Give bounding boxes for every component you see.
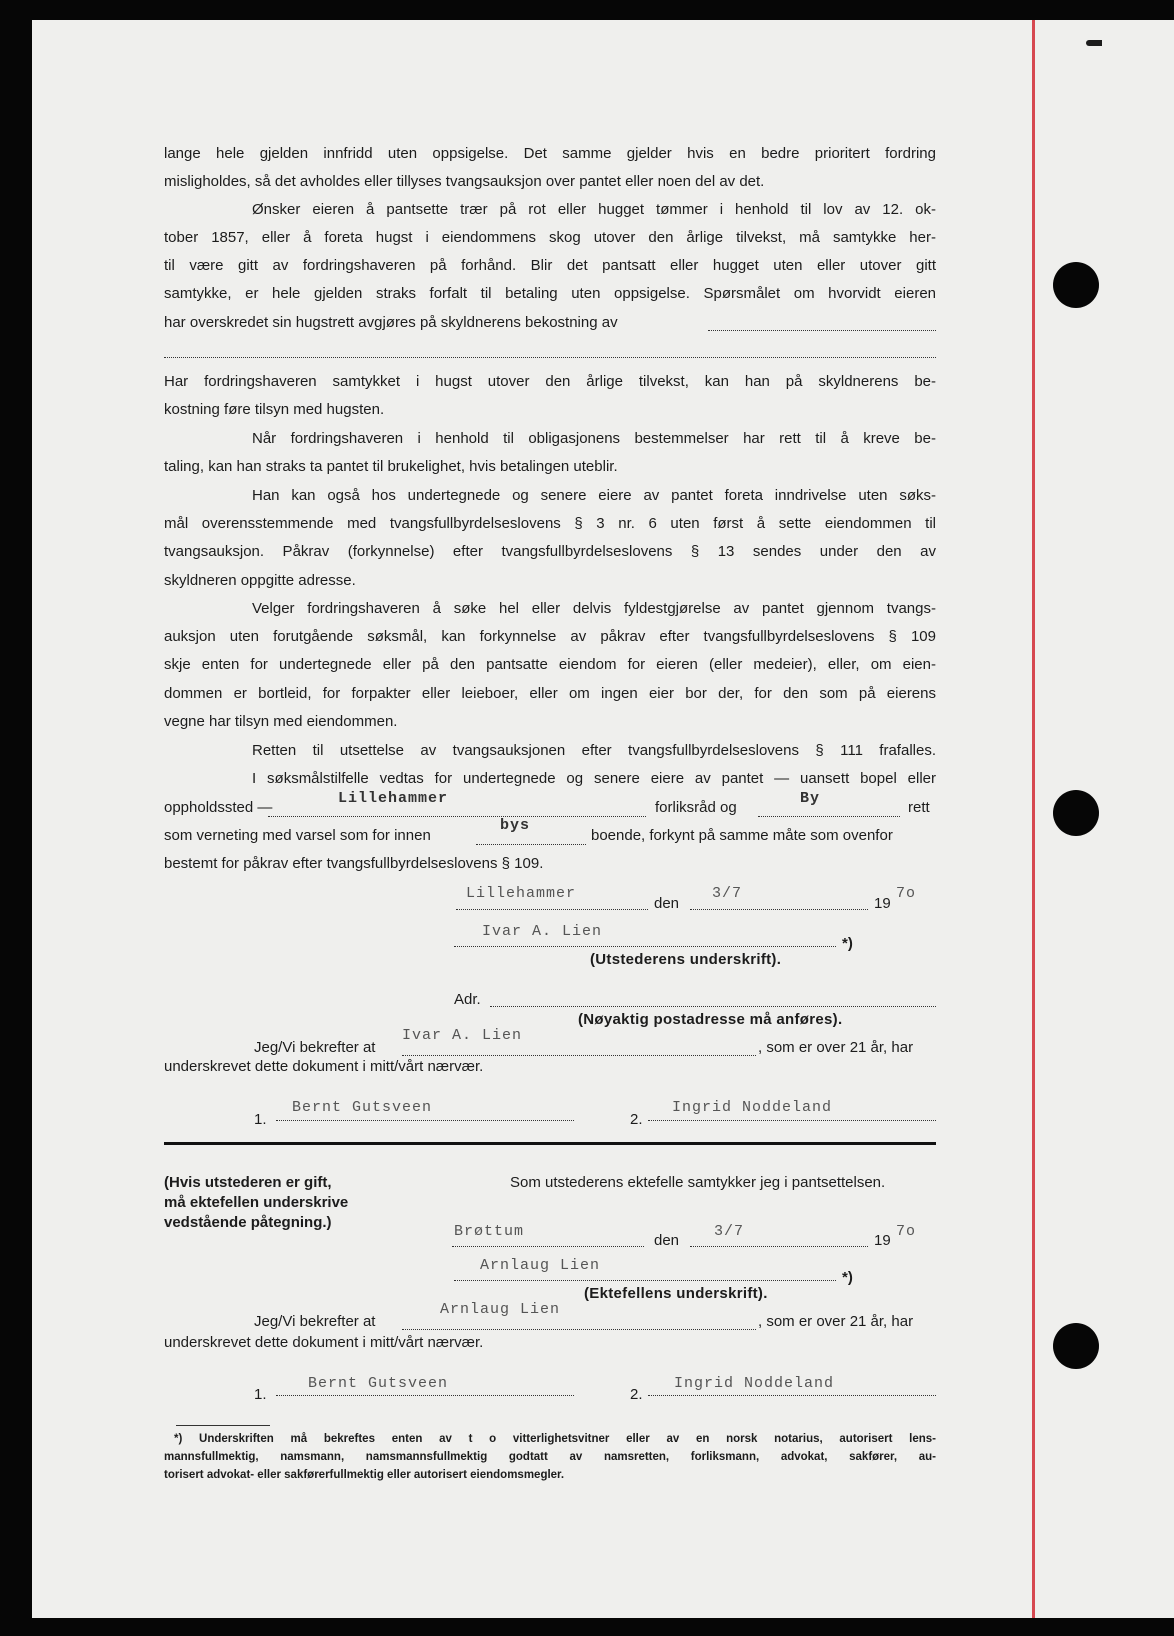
text-line: Han kan også hos undertegnede og senere eiere av pantet foreta inndrivelse uten søks- [252, 487, 936, 504]
text-line: mål overensstemmende med tvangsfullbyrdelseslovens § 3 nr. 6 uten først å sette eiendommen til [164, 515, 936, 532]
section-divider [164, 1142, 936, 1145]
witness-subject: Ivar A. Lien [402, 1027, 523, 1044]
filled-city: Lillehammer [466, 885, 577, 902]
year-prefix: 19 [874, 895, 891, 912]
confirm-text: , som er over 21 år, har [758, 1313, 914, 1330]
text-line: tvangsauksjon. Påkrav (forkynnelse) efter tvangsfullbyrdelseslovens § 13 sendes under den av [164, 543, 936, 560]
confirm-text: underskrevet dette dokument i mitt/vårt nærvær. [164, 1334, 484, 1351]
text-line: tober 1857, eller å foreta hugst i eiendommens skog utover den årlige tilvekst, må samtykke her- [164, 229, 936, 246]
blank-line [164, 357, 936, 358]
blank-line [454, 1280, 836, 1281]
spouse-signature: Arnlaug Lien [480, 1257, 601, 1274]
blank-line [708, 330, 936, 331]
text-line: Når fordringshaveren i henhold til obligasjonens bestemmelser har rett til å kreve be- [252, 430, 936, 447]
spouse-witness1-signature: Bernt Gutsveen [308, 1375, 449, 1392]
blank-line [648, 1395, 936, 1396]
spouse-witness-subject: Arnlaug Lien [440, 1301, 561, 1318]
text-line: Retten til utsettelse av tvangsauksjonen efter tvangsfullbyrdelseslovens § 111 frafalles. [252, 742, 936, 759]
blank-line [402, 1055, 756, 1056]
text-line: skje enten for undertegnede eller på den pantsatte eiendom for eieren (eller medeier), eller, om eien- [164, 656, 936, 673]
witness-number: 1. [254, 1111, 267, 1128]
text-line: har overskredet sin hugstrett avgjøres på skyldnerens bekostning av [164, 314, 618, 331]
text-line: Velger fordringshaveren å søke hel eller delvis fyldestgjørelse av pantet gjennom tvangs- [252, 600, 936, 617]
filled-notice: bys [500, 817, 531, 834]
spouse-caption: (Ektefellens underskrift). [584, 1285, 768, 1302]
spouse-consent: Som utstederens ektefelle samtykker jeg i pantsettelsen. [510, 1174, 886, 1191]
blank-line [452, 1246, 644, 1247]
den-label: den [654, 1232, 680, 1249]
blank-line [476, 844, 586, 845]
text-line: misligholdes, så det avholdes eller tillyses tvangsauksjon over pantet eller noen del av det. [164, 173, 765, 190]
text-line: samtykke, er hele gjelden straks forfalt til betaling uten oppsigelse. Spørsmålet om hvorvidt eieren [164, 285, 936, 302]
filled-date: 3/7 [712, 885, 743, 902]
text-fragment: forliksråd og [655, 799, 737, 816]
blank-line [402, 1329, 756, 1330]
den-label: den [654, 895, 680, 912]
margin-red-line [1032, 20, 1035, 1618]
spouse-note-line: (Hvis utstederen er gift, [164, 1174, 332, 1191]
text-fragment: boende, forkynt på samme måte som ovenfor [591, 827, 893, 844]
text-line: auksjon uten forutgående søksmål, kan forkynnelse av påkrav efter tvangsfullbyrdelseslovens § 109 [164, 628, 936, 645]
confirm-text: Jeg/Vi bekrefter at [254, 1039, 376, 1056]
address-label: Adr. [454, 991, 481, 1008]
filled-year: 7o [896, 885, 917, 902]
blank-line [690, 1246, 868, 1247]
filled-court: By [800, 790, 821, 807]
blank-line [490, 1006, 936, 1007]
text-line: Ønsker eieren å pantsette trær på rot eller hugget tømmer i henhold til lov av 12. ok- [252, 201, 936, 218]
blank-line [268, 816, 646, 817]
spouse-date: 3/7 [714, 1223, 745, 1240]
spouse-year: 7o [896, 1223, 917, 1240]
text-line: Har fordringshaveren samtykket i hugst utover den årlige tilvekst, kan han på skyldnerens be- [164, 373, 936, 390]
witness-number: 2. [630, 1386, 643, 1403]
blank-line [454, 946, 836, 947]
text-line: lange hele gjelden innfridd uten oppsigelse. Det samme gjelder hvis en bedre prioritert fordring [164, 145, 936, 162]
footnote-rule [176, 1425, 270, 1426]
blank-line [276, 1120, 574, 1121]
issuer-caption: (Utstederens underskrift). [590, 951, 782, 968]
witness2-signature: Ingrid Noddeland [672, 1099, 833, 1116]
blank-line [690, 909, 868, 910]
text-line: skyldneren oppgitte adresse. [164, 572, 356, 589]
spouse-note-line: må ektefellen underskrive [164, 1194, 349, 1211]
year-prefix: 19 [874, 1232, 891, 1249]
confirm-text: underskrevet dette dokument i mitt/vårt nærvær. [164, 1058, 484, 1075]
blank-line [648, 1120, 936, 1121]
punch-hole [1053, 262, 1099, 308]
text-line: taling, kan han straks ta pantet til brukelighet, hvis betalingen uteblir. [164, 458, 618, 475]
blank-line [276, 1395, 574, 1396]
blank-line [456, 909, 648, 910]
corner-mark [1086, 40, 1102, 46]
footnote-line: mannsfullmektig, namsmann, namsmannsfullmektig godtatt av namsretten, forliksmann, advokat, sakfører, au- [164, 1451, 936, 1463]
witness-number: 2. [630, 1111, 643, 1128]
witness1-signature: Bernt Gutsveen [292, 1099, 433, 1116]
footnote-line: *) Underskriften må bekreftes enten av t o vitterlighetsvitner eller av en norsk notarius, autorisert lens- [174, 1433, 936, 1445]
spouse-witness2-signature: Ingrid Noddeland [674, 1375, 835, 1392]
filled-place: Lillehammer [338, 790, 449, 807]
text-line: kostning føre tilsyn med hugsten. [164, 401, 385, 418]
witness-number: 1. [254, 1386, 267, 1403]
text-line: bestemt for påkrav efter tvangsfullbyrdelseslovens § 109. [164, 855, 544, 872]
footnote-line: torisert advokat- eller sakførerfullmektig eller autorisert eiendomsmegler. [164, 1469, 565, 1481]
text-fragment: oppholdssted — [164, 799, 273, 816]
text-fragment: som verneting med varsel som for innen [164, 827, 431, 844]
punch-hole [1053, 1323, 1099, 1369]
confirm-text: Jeg/Vi bekrefter at [254, 1313, 376, 1330]
issuer-signature: Ivar A. Lien [482, 923, 603, 940]
text-line: til være gitt av fordringshaveren på forhånd. Blir det pantsatt eller hugget uten eller utover gitt [164, 257, 936, 274]
text-line: dommen er bortleid, for forpakter eller leieboer, eller om ingen eier bor der, for den som på eierens [164, 685, 936, 702]
asterisk: *) [842, 935, 853, 952]
text-line: vegne har tilsyn med eiendommen. [164, 713, 398, 730]
spouse-place: Brøttum [454, 1223, 525, 1240]
text-line: I søksmålstilfelle vedtas for undertegnede og senere eiere av pantet — uansett bopel eller [252, 770, 936, 787]
spouse-note-line: vedstående påtegning.) [164, 1214, 332, 1231]
text-fragment: rett [908, 799, 930, 816]
confirm-text: , som er over 21 år, har [758, 1039, 914, 1056]
blank-line [758, 816, 900, 817]
punch-hole [1053, 790, 1099, 836]
address-caption: (Nøyaktig postadresse må anføres). [578, 1011, 843, 1028]
asterisk: *) [842, 1269, 853, 1286]
